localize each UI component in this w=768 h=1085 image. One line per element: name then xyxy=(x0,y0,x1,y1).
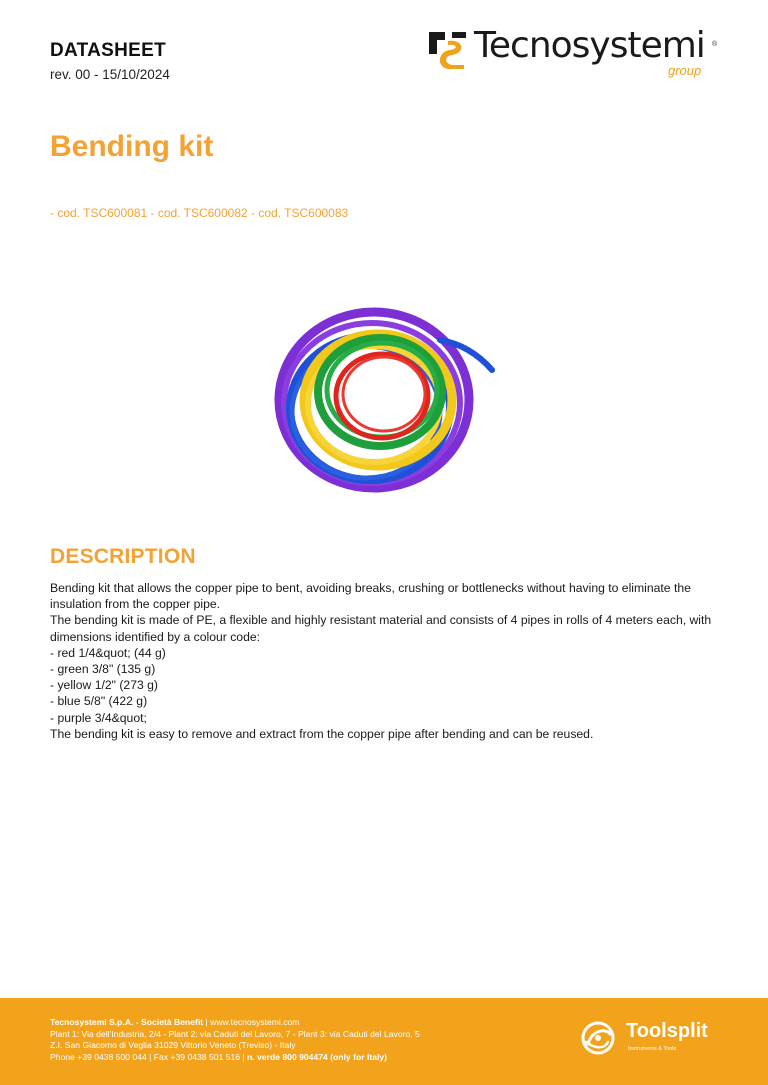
page-footer xyxy=(0,998,768,1085)
tecnosystemi-logo xyxy=(428,27,728,83)
brand-group: group xyxy=(668,63,702,78)
toolsplit-logo xyxy=(580,1018,730,1058)
footer-address: Z.I. San Giacomo di Veglia 31029 Vittorio Veneto (Treviso) - Italy xyxy=(50,1040,296,1051)
footer-contact-info xyxy=(50,1017,420,1063)
description-body xyxy=(50,580,730,742)
description-line: The bending kit is easy to remove and extract from the copper pipe after bending and can be reused. xyxy=(50,726,594,741)
footer-website[interactable]: | www.tecnosystemi.com xyxy=(203,1017,300,1027)
description-line: - purple 3/4&quot; xyxy=(50,710,147,725)
toolsplit-logo-icon xyxy=(580,1020,616,1056)
footer-toll-free: n. verde 800 904474 (only for Italy) xyxy=(247,1051,387,1062)
description-line: - red 1/4&quot; (44 g) xyxy=(50,645,166,660)
toolsplit-brand-name: Toolsplit xyxy=(626,1020,708,1042)
brand-name: Tecnosystemi xyxy=(474,25,705,66)
footer-plants: Plant 1: Via dell'Industria, 2/4 - Plant 2: via Caduti del Lavoro, 7 - Plant 3: via Caduti del Lavoro, 5 xyxy=(50,1028,420,1039)
registered-mark: ® xyxy=(712,41,718,48)
document-header xyxy=(50,40,170,82)
document-revision: rev. 00 - 15/10/2024 xyxy=(50,67,170,82)
coiled-colored-pipes-image xyxy=(270,300,500,500)
footer-company: Tecnosystemi S.p.A. - Società Benefit xyxy=(50,1017,204,1027)
description-heading: DESCRIPTION xyxy=(50,545,196,568)
description-line: Bending kit that allows the copper pipe to bent, avoiding breaks, crushing or bottlenecks without having to eliminate the insulation from the copper pipe. xyxy=(50,581,691,612)
document-type: DATASHEET xyxy=(50,40,166,61)
description-line: - green 3/8" (135 g) xyxy=(50,662,156,677)
description-line: - yellow 1/2" (273 g) xyxy=(50,678,158,693)
toolsplit-tagline: Instruments & Tools xyxy=(628,1046,677,1052)
footer-phone-fax: Phone +39 0438 500 044 | Fax +39 0438 501 516 | xyxy=(50,1051,248,1062)
product-title: Bending kit xyxy=(50,130,214,163)
description-line: - blue 5/8" (422 g) xyxy=(50,694,148,709)
tecnosystemi-logo-icon xyxy=(428,29,468,69)
description-line: The bending kit is made of PE, a flexible and highly resistant material and consists of 4 pipes in rolls of 4 meters each, with dimensions identified by a colour code: xyxy=(50,613,712,644)
product-codes: - cod. TSC600081 - cod. TSC600082 - cod. TSC600083 xyxy=(50,206,349,220)
